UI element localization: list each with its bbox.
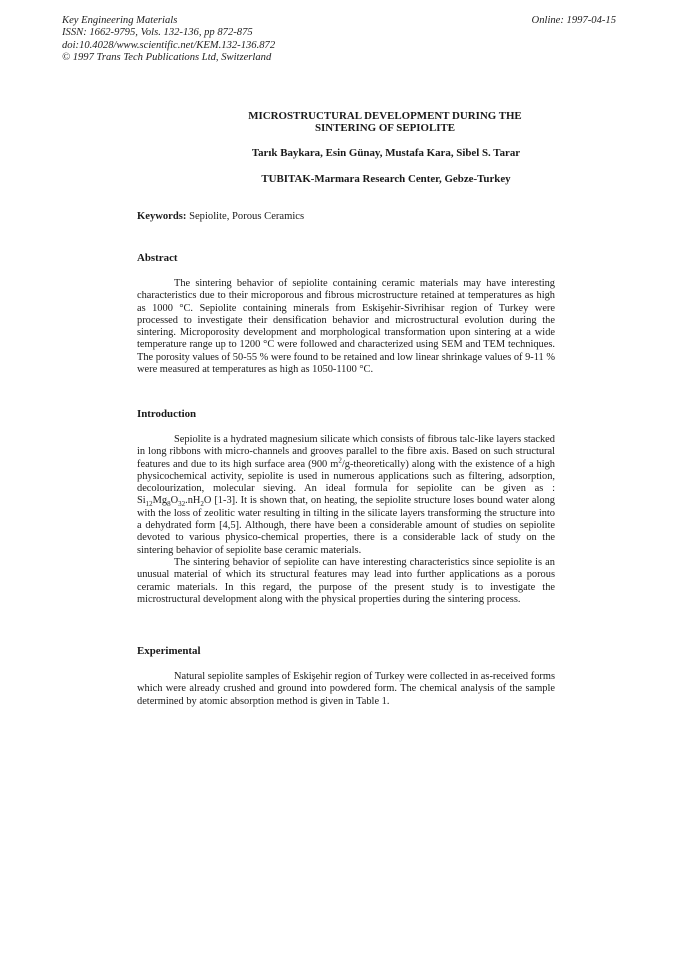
abstract-heading: Abstract: [137, 252, 178, 264]
journal-header: [62, 15, 275, 64]
authors: Tarık Baykara, Esin Günay, Mustafa Kara, Sibel S. Tarar: [251, 147, 521, 159]
experimental-paragraph-1: Natural sepiolite samples of Eskişehir region of Turkey were collected in as-received forms which were already crushed and ground into powdered form. The chemical analysis of the sample determined by atomic absorption method is given in Table 1.: [137, 671, 555, 707]
experimental-body: [137, 671, 555, 708]
journal-name: Key Engineering Materials: [62, 15, 178, 26]
intro-paragraph-2: The sintering behavior of sepiolite can have interesting characteristics since sepiolite is an unusual material of which its structural features may lead into further applications as a porous ceramic materials. In this regard, the purpose of the present study is to investigate the microstructural development along with the physical properties during the sintering process.: [137, 556, 555, 605]
abstract-body: [137, 278, 555, 376]
online-date: Online: 1997-04-15: [531, 15, 616, 26]
affiliation: TUBITAK-Marmara Research Center, Gebze-Turkey: [261, 173, 511, 185]
introduction-heading: Introduction: [137, 408, 197, 420]
doi-line[interactable]: doi:10.4028/www.scientific.net/KEM.132-136.872: [62, 39, 276, 51]
keywords-list: Sepiolite, Porous Ceramics: [186, 211, 305, 222]
paper-title: [180, 110, 590, 135]
experimental-heading: Experimental: [137, 645, 201, 657]
title-line-2: SINTERING OF SEPIOLITE: [314, 122, 455, 135]
issn-line: ISSN: 1662-9795, Vols. 132-136, pp 872-875: [62, 27, 253, 39]
keywords: [137, 211, 304, 222]
keywords-label: Keywords:: [137, 211, 187, 222]
introduction-body: [137, 434, 555, 606]
title-line-1: MICROSTRUCTURAL DEVELOPMENT DURING THE: [248, 110, 522, 122]
intro-paragraph-1: Sepiolite is a hydrated magnesium silicate which consists of fibrous talc-like layers stacked in long ribbons with micro-channels and grooves parallel to the fibre axis. Based on such structural features and due to its high surface area (900 $m^2/g-theoretically$) along with the existence of a high physicochemical activity, sepiolite is used in numerous applications such as filtering, adsorption, decolourization, molecular sieving. An ideal formula for sepiolite can be given as : $Si_{12}Mg_8O_{32}.nH_2O$ [1-3]. It is shown that, on heating, the sepiolite structure loses bound water along with the loss of zeolitic water resulting in tilting in the silicate layers transforming the structure into a dehydrated form [4,5]. Although, there have been a considerable amount of studies on sepiolite devoted to various physico-chemical properties, there is a considerable lack of study on the sintering behavior of sepiolite base ceramic materials.: [137, 434, 555, 556]
abstract-text: The sintering behavior of sepiolite containing ceramic materials may have interesting characteristics due to their microporous and fibrous microstructure retained at temperatures as high as 1000 °C. Sepiolite containing minerals from Eskişehir-Sivrihisar region of Turkey were processed to investigate their densification behavior and microstructural evolution during the sintering. Microporosity development and morphological transformation upon sintering at a wide temperature range up to 1200 °C were followed and characterized using SEM and TEM techniques. The porosity values of 50-55 % were found to be retained and low linear shrinkage values of 9-11 % were measured at temperatures as high as 1050-1100 °C.: [137, 278, 555, 376]
copyright-line: © 1997 Trans Tech Publications Ltd, Switzerland: [62, 51, 272, 63]
